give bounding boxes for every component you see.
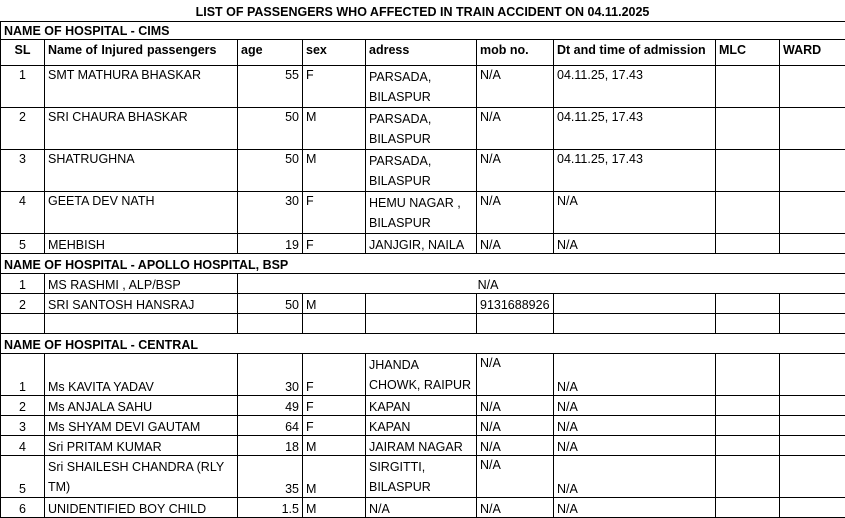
- cell-sex: F: [303, 66, 366, 108]
- cell-sl: 3: [1, 150, 45, 192]
- cell-ward: [780, 354, 845, 396]
- column-header-row: [1, 40, 845, 66]
- hospital-name: NAME OF HOSPITAL - CENTRAL: [1, 334, 845, 354]
- cell-sl: 1: [1, 274, 45, 294]
- cell-mob: N/A: [477, 436, 554, 456]
- cell-mlc: [716, 294, 780, 314]
- cell-sl: 2: [1, 108, 45, 150]
- table-row: [1, 436, 845, 456]
- header-age: age: [238, 40, 303, 66]
- cell-name: GEETA DEV NATH: [45, 192, 238, 234]
- table-row: [1, 150, 845, 192]
- cell-mlc: [716, 498, 780, 518]
- cell-sex: M: [303, 294, 366, 314]
- cell-admission: N/A: [554, 234, 716, 254]
- cell-address: [366, 294, 477, 314]
- cell-age: 50: [238, 150, 303, 192]
- cell-name: Sri PRITAM KUMAR: [45, 436, 238, 456]
- header-name-injured: Injured: [97, 42, 147, 58]
- cell-empty: [780, 314, 845, 334]
- cell-mlc: [716, 108, 780, 150]
- cell-age: 18: [238, 436, 303, 456]
- cell-empty: [366, 314, 477, 334]
- cell-ward: [780, 66, 845, 108]
- cell-name: Ms ANJALA SAHU: [45, 396, 238, 416]
- cell-mlc: [716, 150, 780, 192]
- cell-admission: N/A: [554, 354, 716, 396]
- cell-sex: M: [303, 456, 366, 498]
- cell-address: JANJGIR, NAILA: [366, 234, 477, 254]
- hospital-name: NAME OF HOSPITAL - CIMS: [1, 22, 845, 40]
- cell-mob: N/A: [477, 192, 554, 234]
- cell-name: MEHBISH: [45, 234, 238, 254]
- cell-name: MS RASHMI , ALP/BSP: [45, 274, 238, 294]
- cell-admission: N/A: [554, 192, 716, 234]
- cell-sex: F: [303, 396, 366, 416]
- cell-empty: [716, 314, 780, 334]
- cell-name: UNIDENTIFIED BOY CHILD: [45, 498, 238, 518]
- table-row: [1, 354, 845, 396]
- cell-address: SIRGITTI, BILASPUR: [366, 456, 477, 498]
- cell-sl: 2: [1, 396, 45, 416]
- cell-age: 30: [238, 354, 303, 396]
- header-name-part: Name of: [48, 43, 97, 57]
- cell-age: 55: [238, 66, 303, 108]
- cell-empty: [477, 314, 554, 334]
- cell-sl: 2: [1, 294, 45, 314]
- cell-mob: N/A: [477, 416, 554, 436]
- cell-sl: 1: [1, 66, 45, 108]
- table-row: [1, 234, 845, 254]
- section-header-row: [1, 334, 845, 354]
- cell-admission: N/A: [554, 498, 716, 518]
- cell-ward: [780, 498, 845, 518]
- cell-merged-na: N/A: [238, 274, 845, 294]
- cell-ward: [780, 294, 845, 314]
- cell-sex: M: [303, 436, 366, 456]
- header-sex: sex: [303, 40, 366, 66]
- cell-empty: [45, 314, 238, 334]
- header-name-part: passengers: [147, 43, 216, 57]
- cell-mob: N/A: [477, 354, 554, 396]
- cell-mlc: [716, 436, 780, 456]
- cell-ward: [780, 416, 845, 436]
- header-address: adress: [366, 40, 477, 66]
- cell-sl: 4: [1, 192, 45, 234]
- header-mlc: MLC: [716, 40, 780, 66]
- cell-mob: N/A: [477, 150, 554, 192]
- section-header-row: [1, 254, 845, 274]
- cell-sl: 6: [1, 498, 45, 518]
- cell-address: PARSADA, BILASPUR: [366, 150, 477, 192]
- table-row: [1, 294, 845, 314]
- cell-address: PARSADA, BILASPUR: [366, 108, 477, 150]
- cell-sex: F: [303, 234, 366, 254]
- header-ward: WARD: [780, 40, 845, 66]
- cell-name: SRI SANTOSH HANSRAJ: [45, 294, 238, 314]
- cell-mlc: [716, 396, 780, 416]
- table-row: [1, 456, 845, 498]
- cell-empty: [238, 314, 303, 334]
- cell-address: JHANDA CHOWK, RAIPUR: [366, 354, 477, 396]
- cell-address: KAPAN: [366, 396, 477, 416]
- cell-name: Ms KAVITA YADAV: [45, 354, 238, 396]
- document-title: LIST OF PASSENGERS WHO AFFECTED IN TRAIN ACCIDENT ON 04.11.2025: [0, 2, 845, 22]
- cell-mob: N/A: [477, 498, 554, 518]
- cell-age: 49: [238, 396, 303, 416]
- cell-ward: [780, 192, 845, 234]
- table-row: [1, 396, 845, 416]
- cell-age: 50: [238, 108, 303, 150]
- section-header-row: [1, 22, 845, 40]
- cell-mlc: [716, 66, 780, 108]
- cell-address: KAPAN: [366, 416, 477, 436]
- cell-mob: 9131688926: [477, 294, 554, 314]
- cell-sl: 1: [1, 354, 45, 396]
- cell-admission: N/A: [554, 436, 716, 456]
- cell-sex: M: [303, 150, 366, 192]
- cell-mlc: [716, 192, 780, 234]
- cell-mob: N/A: [477, 456, 554, 498]
- cell-address: HEMU NAGAR , BILASPUR: [366, 192, 477, 234]
- cell-sex: F: [303, 354, 366, 396]
- cell-name: SRI CHAURA BHASKAR: [45, 108, 238, 150]
- cell-admission: N/A: [554, 416, 716, 436]
- cell-name: Sri SHAILESH CHANDRA (RLY TM): [45, 456, 238, 498]
- cell-ward: [780, 396, 845, 416]
- cell-sex: F: [303, 416, 366, 436]
- cell-address: PARSADA, BILASPUR: [366, 66, 477, 108]
- cell-mob: N/A: [477, 396, 554, 416]
- table-row: [1, 192, 845, 234]
- cell-age: 19: [238, 234, 303, 254]
- cell-mob: N/A: [477, 234, 554, 254]
- cell-age: 35: [238, 456, 303, 498]
- table-row: [1, 274, 845, 294]
- cell-address: N/A: [366, 498, 477, 518]
- header-name: [45, 40, 238, 66]
- cell-address: JAIRAM NAGAR: [366, 436, 477, 456]
- cell-ward: [780, 108, 845, 150]
- cell-ward: [780, 456, 845, 498]
- cell-name: SHATRUGHNA: [45, 150, 238, 192]
- hospital-name: NAME OF HOSPITAL - APOLLO HOSPITAL, BSP: [1, 254, 845, 274]
- cell-sex: M: [303, 498, 366, 518]
- cell-admission: N/A: [554, 456, 716, 498]
- cell-mob: N/A: [477, 108, 554, 150]
- cell-ward: [780, 234, 845, 254]
- table-row: [1, 416, 845, 436]
- cell-mlc: [716, 354, 780, 396]
- cell-age: 64: [238, 416, 303, 436]
- cell-admission: [554, 294, 716, 314]
- cell-name: SMT MATHURA BHASKAR: [45, 66, 238, 108]
- cell-admission: N/A: [554, 396, 716, 416]
- cell-empty: [303, 314, 366, 334]
- cell-sl: 5: [1, 234, 45, 254]
- cell-admission: 04.11.25, 17.43: [554, 108, 716, 150]
- cell-ward: [780, 150, 845, 192]
- cell-admission: 04.11.25, 17.43: [554, 66, 716, 108]
- cell-mlc: [716, 234, 780, 254]
- cell-sl: 4: [1, 436, 45, 456]
- cell-age: 1.5: [238, 498, 303, 518]
- cell-ward: [780, 436, 845, 456]
- cell-age: 50: [238, 294, 303, 314]
- cell-age: 30: [238, 192, 303, 234]
- cell-mlc: [716, 456, 780, 498]
- table-row: [1, 108, 845, 150]
- header-admission: Dt and time of admission: [554, 40, 716, 66]
- cell-mob: N/A: [477, 66, 554, 108]
- cell-sl: 3: [1, 416, 45, 436]
- table-row: [1, 66, 845, 108]
- cell-sl: 5: [1, 456, 45, 498]
- header-mob: mob no.: [477, 40, 554, 66]
- cell-admission: 04.11.25, 17.43: [554, 150, 716, 192]
- cell-empty: [1, 314, 45, 334]
- table-row-empty: [1, 314, 845, 334]
- cell-sex: F: [303, 192, 366, 234]
- cell-mlc: [716, 416, 780, 436]
- cell-sex: M: [303, 108, 366, 150]
- header-sl: SL: [1, 40, 45, 66]
- passenger-table: [0, 21, 845, 518]
- cell-name: Ms SHYAM DEVI GAUTAM: [45, 416, 238, 436]
- cell-empty: [554, 314, 716, 334]
- table-row: [1, 498, 845, 518]
